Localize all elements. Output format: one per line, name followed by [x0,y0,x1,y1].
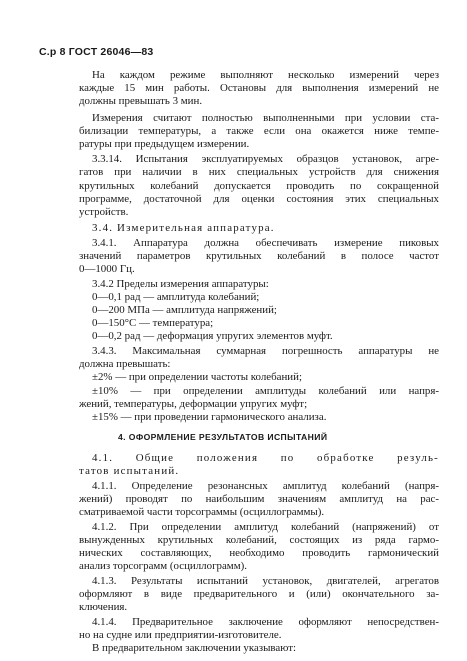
text-line: 3.3.14. Испытания эксплуатируемых образцов установок, агре- [92,153,439,165]
text-line: Измерения считают полностью выполненными при условии ста- [92,112,439,124]
text-line: должны превышать 3 мин. [79,95,203,107]
section-title: 4. ОФОРМЛЕНИЕ РЕЗУЛЬТАТОВ ИСПЫТАНИЙ [118,432,328,442]
text-line: анализ торсограмм (осциллограмм). [79,560,247,572]
text-line: каждые 15 мин работы. Остановы для выполнения измерений не [79,82,439,94]
list-item: 0—150°С — температура; [92,317,214,329]
text-line: 4.1.3. Результаты испытаний установок, двигателей, агрегатов [92,575,439,587]
text-line: программе, достаточной для оценки состояния этих специальных [79,193,439,205]
text-line: вынужденных крутильных колебаний, состоящих из ряда гармо- [79,534,439,546]
text-line: крутильных колебаний допускается проводить по сокращенной [79,180,439,192]
subsection-heading: 3.4. Измерительная аппаратура. [92,222,275,234]
text-line: должна превышать: [79,358,171,370]
text-line: 3.4.2 Пределы измерения аппаратуры: [92,278,269,290]
text-line: В предварительном заключении указывают: [92,642,297,654]
text-line: жений, температуры, деформации упругих муфт; [79,398,308,410]
text-line: устройств. [79,206,129,218]
text-line: 4.1.2. При определении амплитуд колебаний (напряжений) от [92,521,439,533]
list-item: ±15% — при проведении гармонического анализа. [92,411,327,423]
text-line: На каждом режиме выполняют несколько измерений через [92,69,439,81]
text-line: 4.1.4. Предварительное заключение оформляют непосредствен- [92,616,439,628]
text-line: ратуры при предыдущем измерении. [79,138,250,150]
list-item: ±10% — при определении амплитуды колебаний или напря- [92,385,439,397]
text-line: значений параметров крутильных колебаний в полосе частот [79,250,439,262]
text-line: оформляют в виде предварительного и (или) окончательного за- [79,588,439,600]
list-item: 0—0,2 рад — деформация упругих элементов муфт. [92,330,333,342]
list-item: 0—200 МПа — амплитуда напряжений; [92,304,277,316]
text-line: но на судне или предприятии-изготовителе. [79,629,282,641]
text-line: 3.4.3. Максимальная суммарная погрешность аппаратуры не [92,345,439,357]
text-line: ключения. [79,601,128,613]
text-line: билизации температуры, а также если она окажется ниже темпе- [79,125,439,137]
text-line: сматриваемой части торсограммы (осциллограммы). [79,506,325,518]
text-line: 0—1000 Гц. [79,263,135,275]
text-line: 3.4.1. Аппаратура должна обеспечивать измерение пиковых [92,237,439,249]
list-item: 0—0,1 рад — амплитуда колебаний; [92,291,260,303]
list-item: ±2% — при определении частоты колебаний; [92,371,302,383]
text-line: 4.1.1. Определение резонансных амплитуд колебаний (напря- [92,480,439,492]
text-line: жений) проводят по наибольшим значениям амплитуд на рас- [79,493,439,505]
running-head: С.р 8 ГОСТ 26046—83 [39,46,154,58]
text-line: гатов при наличии в них специальных устройств для снижения [79,166,439,178]
subsection-heading: 4.1. Общие положения по обработке резуль- [92,452,439,464]
text-line: нических составляющих, необходимо проводить гармонический [79,547,439,559]
subsection-heading: татов испытаний. [79,465,180,477]
